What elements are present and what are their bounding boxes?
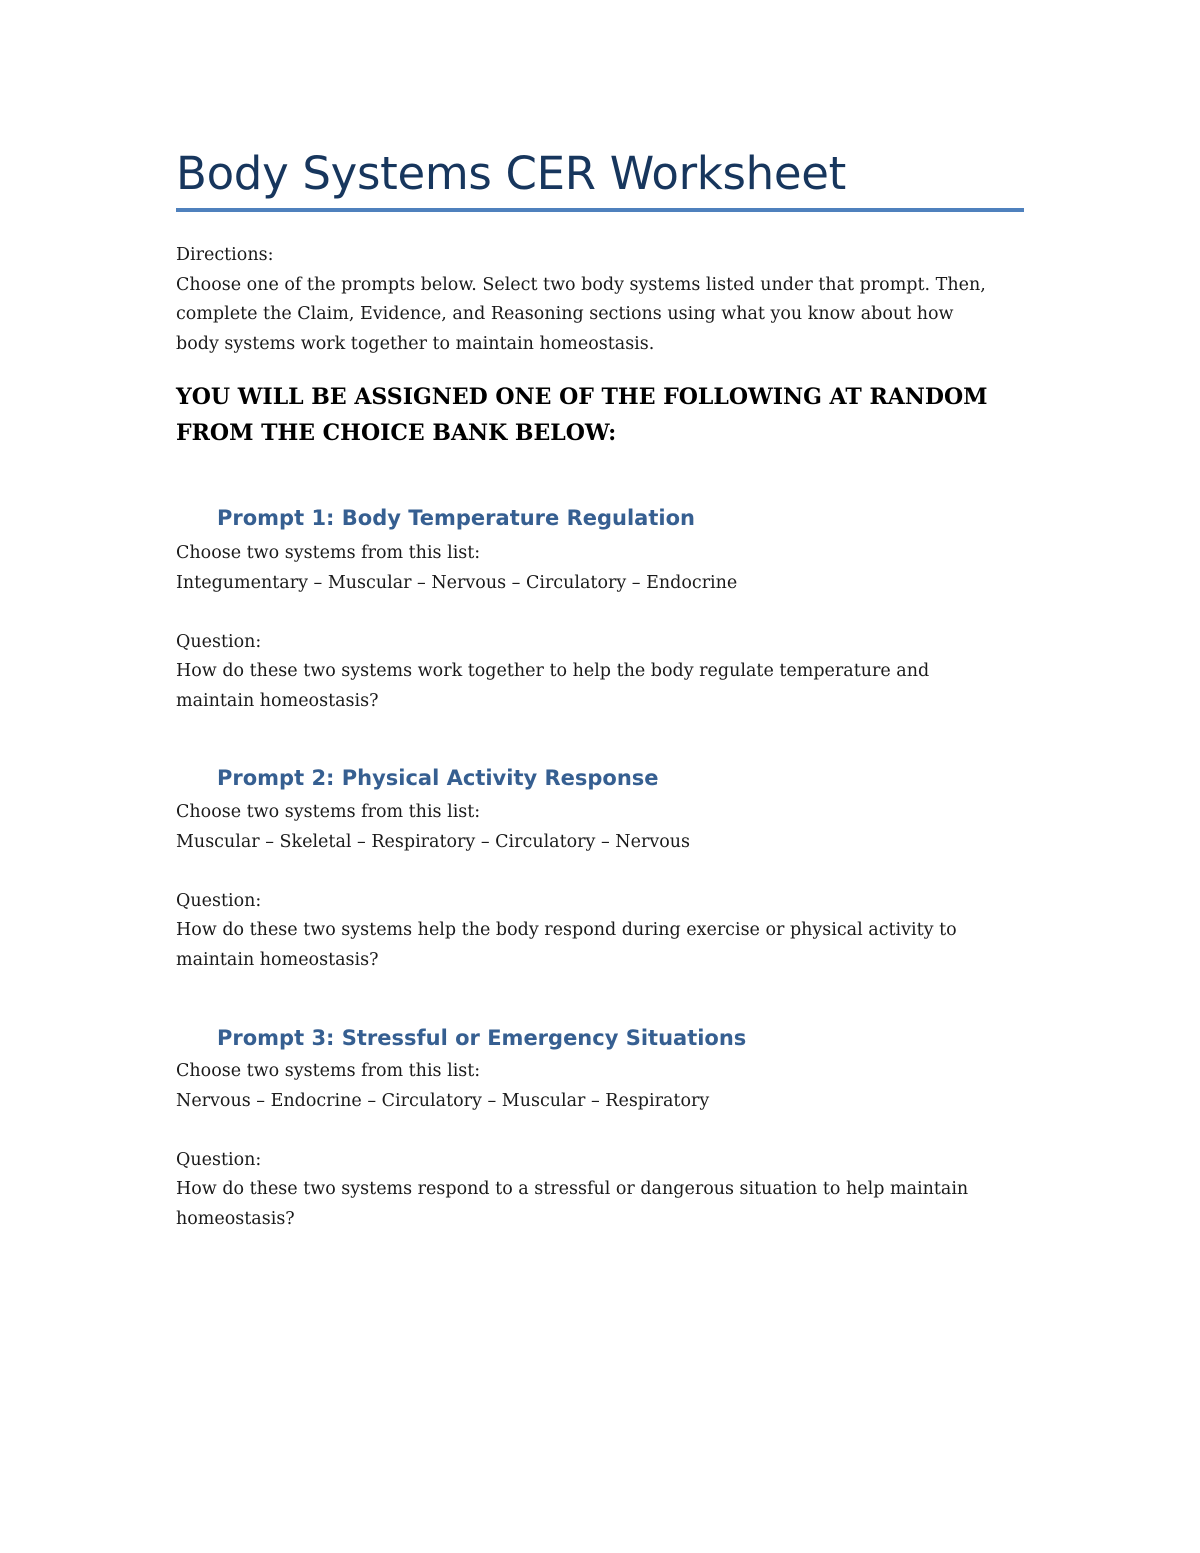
directions-line: Choose one of the prompts below. Select two body systems listed under that prompt. Then, (176, 274, 986, 295)
question-line: How do these two systems work together to help the body regulate temperature and (176, 661, 930, 681)
title-underline (176, 208, 1024, 212)
prompt-1-heading: Prompt 1: Body Temperature Regulation (217, 506, 695, 530)
systems-list: Muscular – Skeletal – Respiratory – Circulatory – Nervous (176, 831, 691, 852)
prompt-3-body (176, 1057, 1036, 1234)
choose-label: Choose two systems from this list: (176, 543, 481, 563)
banner-line: FROM THE CHOICE BANK BELOW: (176, 420, 617, 446)
prompt-1-body (176, 539, 1036, 716)
question-line: maintain homeostasis? (176, 690, 379, 711)
question-line: How do these two systems respond to a stressful or dangerous situation to help maintain (176, 1179, 969, 1199)
prompt-2-heading: Prompt 2: Physical Activity Response (217, 766, 659, 790)
directions-line: complete the Claim, Evidence, and Reasoning sections using what you know about how (176, 304, 954, 324)
question-label: Question: (176, 890, 262, 911)
spacer (176, 1116, 1036, 1146)
question-line: homeostasis? (176, 1208, 295, 1229)
question-label: Question: (176, 631, 262, 652)
question-line: How do these two systems help the body respond during exercise or physical activity to (176, 920, 957, 940)
question-label: Question: (176, 1149, 262, 1170)
directions-section (176, 241, 1036, 359)
spacer (176, 598, 1036, 628)
question-line: maintain homeostasis? (176, 949, 379, 970)
directions-line: body systems work together to maintain homeostasis. (176, 333, 655, 354)
assignment-banner (176, 379, 1036, 451)
directions-label: Directions: (176, 245, 274, 265)
page-title: Body Systems CER Worksheet (176, 147, 847, 200)
prompt-2-body (176, 798, 1036, 975)
systems-list: Integumentary – Muscular – Nervous – Circulatory – Endocrine (176, 572, 738, 593)
choose-label: Choose two systems from this list: (176, 802, 481, 822)
banner-line: YOU WILL BE ASSIGNED ONE OF THE FOLLOWING AT RANDOM (176, 384, 988, 410)
choose-label: Choose two systems from this list: (176, 1061, 481, 1081)
spacer (176, 857, 1036, 887)
prompt-3-heading: Prompt 3: Stressful or Emergency Situations (217, 1026, 747, 1050)
systems-list: Nervous – Endocrine – Circulatory – Muscular – Respiratory (176, 1090, 710, 1111)
